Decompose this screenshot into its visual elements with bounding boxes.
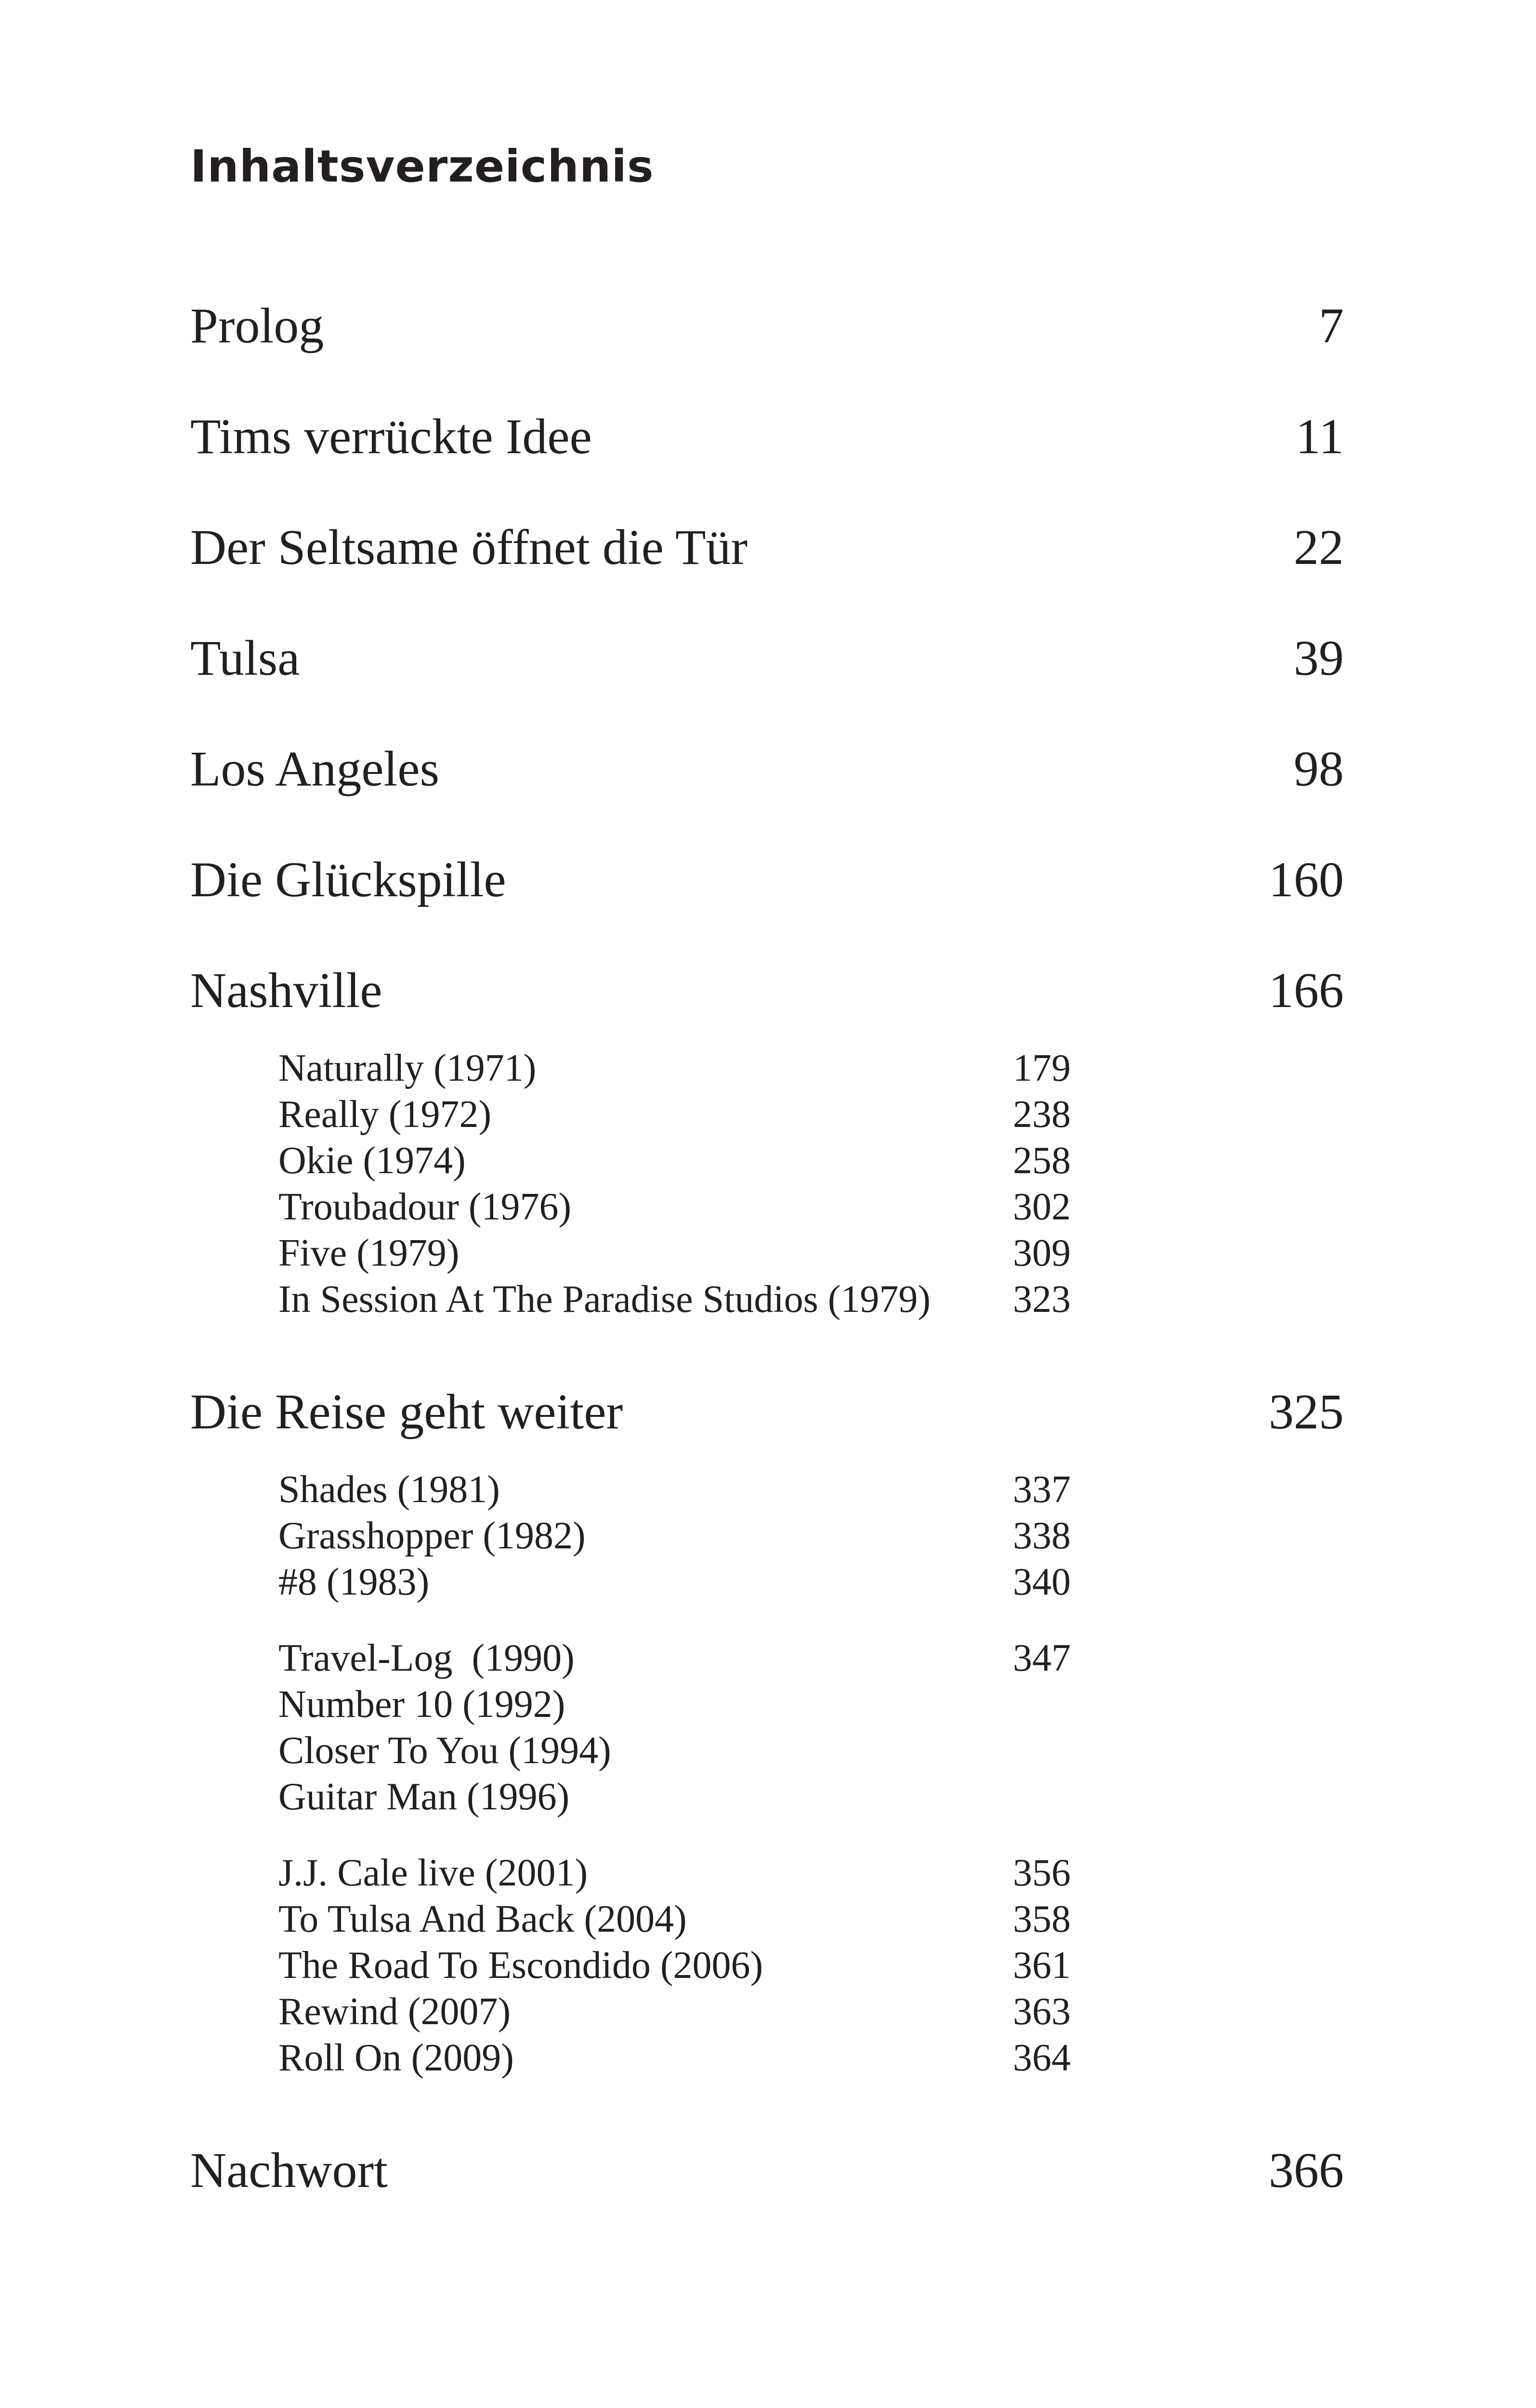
entry-page: 179	[1013, 1047, 1071, 1089]
entry-title: Really (1972)	[278, 1093, 492, 1136]
entry-title: Guitar Man (1996)	[278, 1776, 570, 1818]
chapter-title: Der Seltsame öffnet die Tür	[190, 520, 748, 575]
chapter-page: 7	[1319, 298, 1344, 353]
chapter-page: 166	[1269, 963, 1344, 1018]
entry-page: 238	[1013, 1093, 1071, 1136]
entry-page: 356	[1013, 1852, 1071, 1894]
entry-title: Travel-Log (1990)	[278, 1637, 575, 1679]
chapter-title: Nashville	[190, 963, 382, 1018]
toc-heading: Inhaltsverzeichnis	[190, 141, 654, 192]
chapter-page: 98	[1294, 741, 1344, 797]
chapter-title: Die Reise geht weiter	[190, 1384, 623, 1440]
chapter-title: Nachwort	[190, 2143, 388, 2198]
entry-title: Okie (1974)	[278, 1139, 466, 1182]
entry-page: 258	[1013, 1139, 1071, 1182]
entry-page: 363	[1013, 1990, 1071, 2033]
chapter-title: Tims verrückte Idee	[190, 409, 592, 464]
entry-page: 309	[1013, 1232, 1071, 1274]
entry-page: 340	[1013, 1561, 1071, 1603]
entry-title: J.J. Cale live (2001)	[278, 1852, 588, 1894]
entry-title: To Tulsa And Back (2004)	[278, 1898, 687, 1940]
entry-page: 361	[1013, 1944, 1071, 1987]
entry-title: Roll On (2009)	[278, 2037, 514, 2079]
chapter-page: 39	[1294, 630, 1344, 686]
entry-title: Grasshopper (1982)	[278, 1515, 586, 1557]
entry-title: Rewind (2007)	[278, 1990, 511, 2033]
entry-title: Five (1979)	[278, 1232, 459, 1274]
entry-title: Naturally (1971)	[278, 1047, 537, 1089]
chapter-title: Prolog	[190, 298, 324, 353]
entry-title: The Road To Escondido (2006)	[278, 1944, 763, 1987]
chapter-page: 160	[1269, 852, 1344, 907]
entry-page: 358	[1013, 1898, 1071, 1940]
entry-page: 364	[1013, 2037, 1071, 2079]
entry-page: 323	[1013, 1278, 1071, 1321]
entry-title: Number 10 (1992)	[278, 1683, 565, 1726]
chapter-title: Tulsa	[190, 630, 300, 686]
entry-title: #8 (1983)	[278, 1561, 430, 1603]
entry-title: Closer To You (1994)	[278, 1729, 611, 1772]
entry-page: 337	[1013, 1468, 1071, 1511]
chapter-title: Die Glückspille	[190, 852, 506, 907]
entry-title: Shades (1981)	[278, 1468, 500, 1511]
entry-page: 347	[1013, 1637, 1071, 1679]
chapter-page: 325	[1269, 1384, 1344, 1440]
chapter-page: 11	[1295, 409, 1344, 464]
entry-page: 302	[1013, 1186, 1071, 1228]
entry-title: Troubadour (1976)	[278, 1186, 572, 1228]
entry-title: In Session At The Paradise Studios (1979)	[278, 1278, 931, 1321]
chapter-page: 366	[1269, 2143, 1344, 2198]
entry-page: 338	[1013, 1515, 1071, 1557]
chapter-title: Los Angeles	[190, 741, 440, 797]
chapter-page: 22	[1294, 520, 1344, 575]
